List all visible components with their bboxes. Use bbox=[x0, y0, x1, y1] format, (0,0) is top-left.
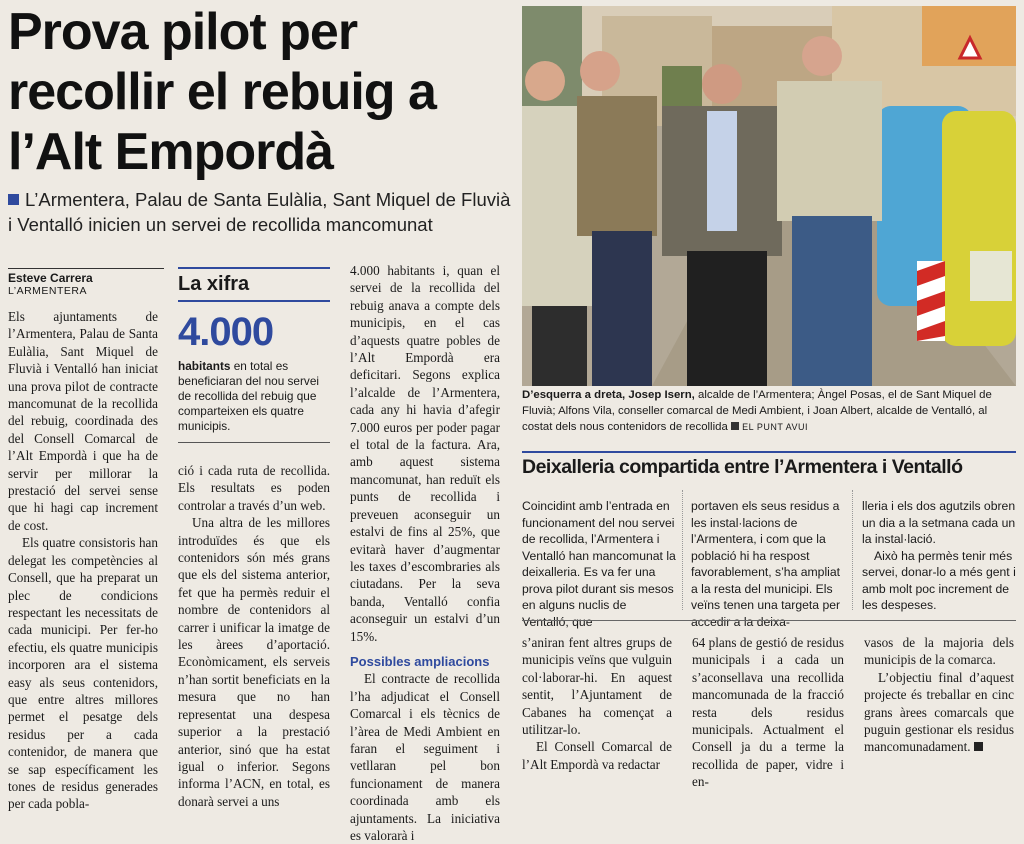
paragraph: vasos de la majoria dels municipis de la comarca. bbox=[864, 635, 1014, 668]
end-mark-icon bbox=[974, 742, 983, 751]
bullet-square-icon bbox=[8, 194, 19, 205]
paragraph: El contracte de recollida l’ha adjudicat el Consell Comarcal i els tècnics de l’àrea de Medi Ambient en faran el seguiment i vetllaran pel bon funcionament de manera coordinada amb els ajuntaments. La iniciativa es valorarà i bbox=[350, 671, 500, 843]
key-figure-text bbox=[178, 359, 330, 434]
paragraph: ció i cada ruta de recollida. Els resultats es poden controlar a través d’un web. bbox=[178, 463, 330, 513]
paragraph: portaven els seus residus a les instal·lacions de l’Armentera, i com que la població hi ha respost favorablement, s’ha ampliat a la resta del municipi. Els veïns tenen una targeta per accedir a la deixa- bbox=[691, 499, 841, 629]
article-column-5 bbox=[692, 634, 844, 791]
sidebar-column-2 bbox=[691, 498, 845, 630]
subheadline bbox=[8, 187, 513, 237]
byline bbox=[8, 268, 164, 297]
article-column-6 bbox=[864, 634, 1014, 756]
key-figure-text-bold: habitants bbox=[178, 359, 231, 373]
sidebar-column-3 bbox=[862, 498, 1016, 614]
paragraph: lleria i els dos agutzils obren un dia a la setmana cada un la instal·lació. bbox=[862, 499, 1016, 546]
paragraph: Això ha permès tenir més servei, donar-lo a més gent i amb molt poc increment de les despeses. bbox=[862, 548, 1016, 612]
square-icon bbox=[731, 422, 739, 430]
paragraph: Els quatre consistoris han delegat les competències al Consell, que ha preparat un plec de condicions respectant les necessitats de cada municipi. Per fer-ho efectiu, els quatre municipis incorporen ara el sistema easy als seus contenidors, que entre altres millores permet el pesatge dels residus per a cada contenidor, de manera que se sap específicament les tones de residus generades per cada pobla- bbox=[8, 535, 158, 812]
headline: Prova pilot per recollir el rebuig a l’Alt Empordà bbox=[8, 3, 436, 181]
paragraph-text: L’objectiu final d’aquest projecte és treballar en cinc grans àrees comarcals que puguin gestionar els residus mancomunadament. bbox=[864, 669, 1014, 755]
article-column-3 bbox=[350, 262, 500, 844]
paragraph: 64 plans de gestió de residus municipals i a cada un s’aconsellava una recollida mancomunada de la fracció resta dels residus municipals. Actualment el Consell ja du a terme la recollida de paper, vidre i en- bbox=[692, 635, 844, 790]
caption-text: alcalde de l’Armentera; Àngel Posas, el de Sant Miquel de Fluvià; Alfons Vila, conseller comarcal de Medi Ambient, i Joan Albert, alcalde de Ventalló, al costat dels nous contenidors de recollida bbox=[522, 389, 992, 433]
article-column-1 bbox=[8, 308, 158, 813]
article-column-4 bbox=[522, 634, 672, 773]
divider bbox=[178, 442, 330, 443]
subheadline-text: L’Armentera, Palau de Santa Eulàlia, Sant Miquel de Fluvià i Ventalló inicien un servei de recollida mancomunat bbox=[8, 189, 511, 235]
paragraph: Els ajuntaments de l’Armentera, Palau de Santa Eulàlia, Sant Miquel de Fluvià i Ventalló han iniciat una prova pilot de contracte mancomunat de la recollida del rebuig, coordinada des del Consell Comarcal de l’Alt Empordà i que ha de servir per millorar la prestació del servei sense que hi hagi cap increment de cost. bbox=[8, 309, 158, 533]
article-column-2 bbox=[178, 462, 330, 810]
paragraph: Coincidint amb l’entrada en funcionament del nou servei de recollida, l’Armentera i Ventalló han mancomunat la deixalleria. Es va fer una prova pilot durant sis mesos en alguns nuclis de Ventalló, que bbox=[522, 499, 676, 629]
byline-location: L’ARMENTERA bbox=[8, 285, 88, 297]
news-photo-illustration bbox=[522, 6, 1016, 386]
paragraph: s’aniran fent altres grups de municipis veïns que vulguin col·laborar-hi. En aquest sentit, l’Ajuntament de Cabanes ha començat a utilitzar-lo. bbox=[522, 635, 672, 738]
column-divider bbox=[852, 490, 853, 610]
key-figure-title: La xifra bbox=[178, 273, 250, 295]
key-figure-number: 4.000 bbox=[178, 310, 274, 354]
news-photo bbox=[522, 6, 1016, 386]
divider bbox=[178, 300, 330, 302]
sidebar-title: Deixalleria compartida entre l’Armentera i Ventalló bbox=[522, 456, 963, 478]
sidebar-column-1 bbox=[522, 498, 676, 630]
section-subtitle: Possibles ampliacions bbox=[350, 653, 490, 669]
photo-caption bbox=[522, 388, 1016, 435]
divider bbox=[522, 620, 1016, 621]
key-figure-box bbox=[178, 267, 330, 443]
paragraph: 4.000 habitants i, quan el servei de la recollida del rebuig anava a compte dels municipis, en el cas d’aquests quatre pobles de l’Alt Empordà era deficitari. Segons explica l’alcalde de l’Armentera, cada any hi havia d’afegir 7.000 euros per poder pagar el total de la factura. Ara, amb aquest sistema mancomunat, han reduït els punts de recollida i preveuen aconseguir un estalvi de fins al 25%, que evitarà haver d’augmentar les taxes d’escombraries als ciutadans. Per la seva banda, Ventalló confia aconseguir un estalvi d’un 15%. bbox=[350, 263, 500, 644]
paragraph: El Consell Comarcal de l’Alt Empordà va redactar bbox=[522, 739, 672, 772]
byline-author: Esteve Carrera bbox=[8, 268, 164, 285]
paragraph bbox=[864, 669, 1014, 756]
column-divider bbox=[682, 490, 683, 610]
photo-credit: EL PUNT AVUI bbox=[742, 421, 808, 432]
paragraph: Una altra de les millores introduïdes és que els contenidors són més grans que els del sistema anterior, fet que ha permès reduir el nombre de contenidors al carrer i unificar la imatge de les àrees d’aportació. Econòmicament, els serveis n’han sortit beneficiats en la mesura que no han representat una despesa superior a la prestació anterior, sinó que ha estat igual o inferior. Segons informa l’ACN, en total, es donarà servei a uns bbox=[178, 515, 330, 809]
key-figure-text-rest: en total es beneficiaran del nou servei de recollida del rebuig que comparteixen els quatre municipis. bbox=[178, 359, 319, 433]
divider bbox=[522, 451, 1016, 453]
caption-lead: D’esquerra a dreta, Josep Isern, bbox=[522, 389, 695, 401]
